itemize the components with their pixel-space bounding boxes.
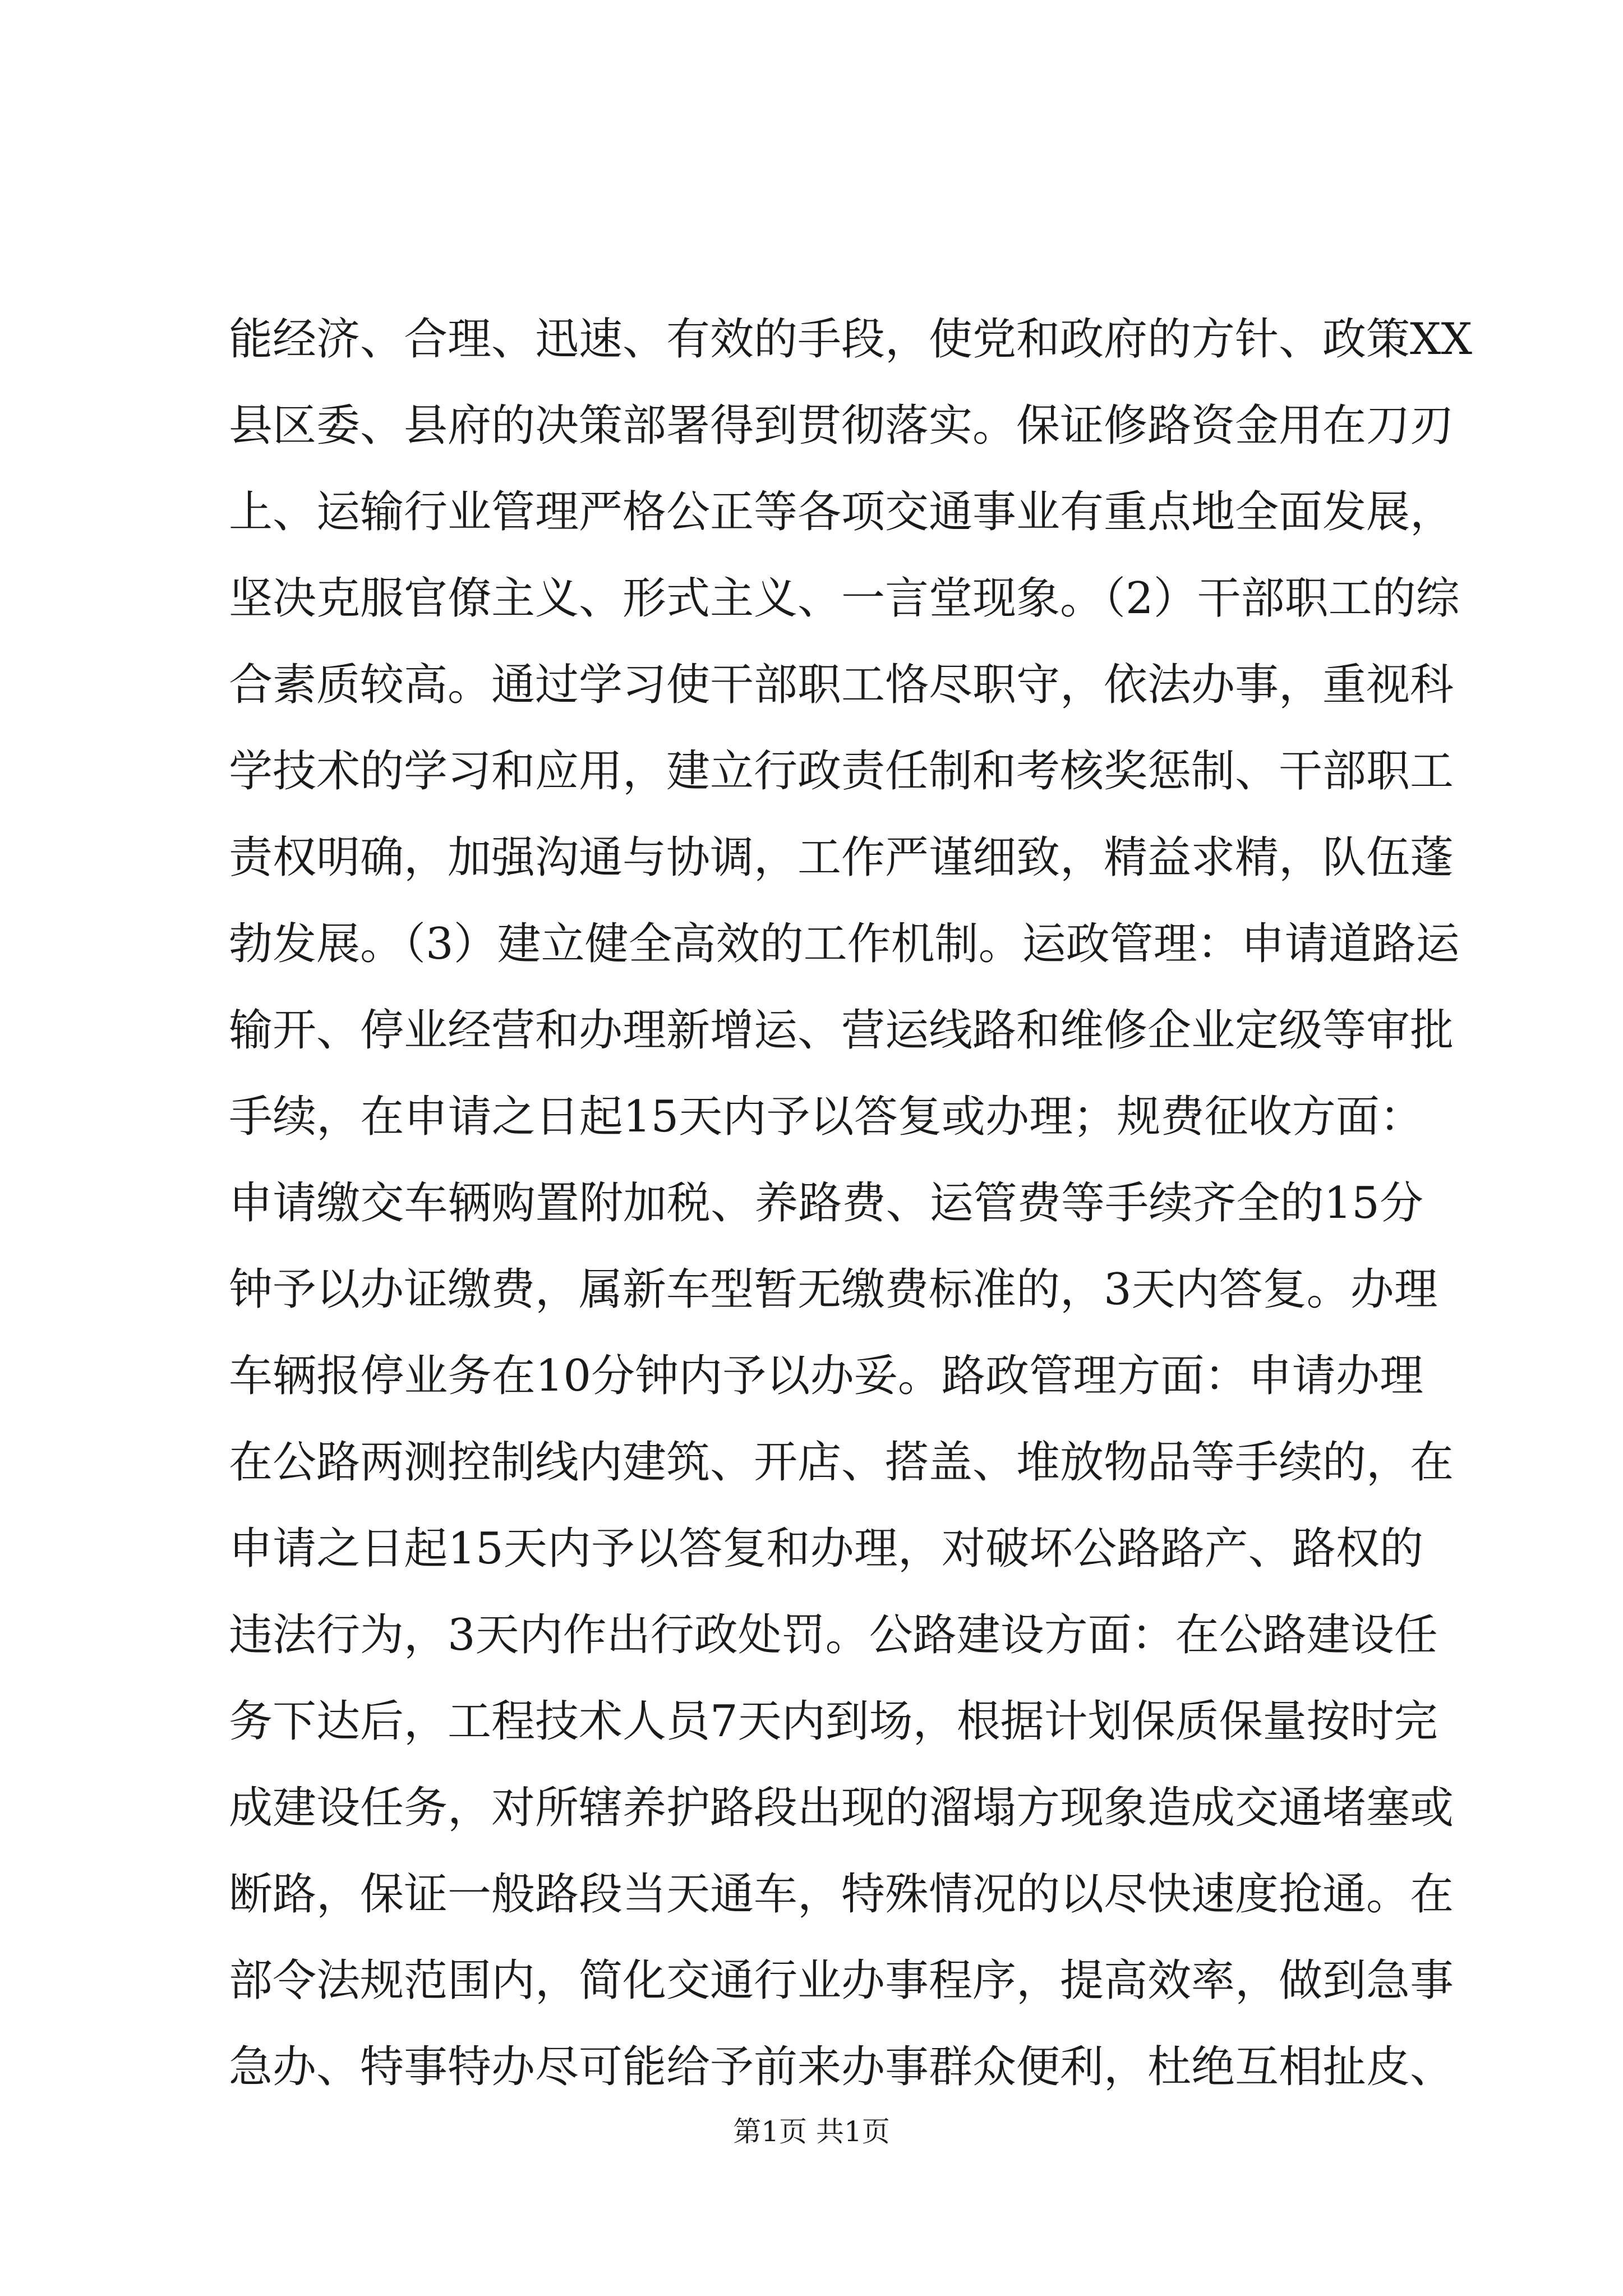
text-line: 违法行为，3天内作出行政处罚。公路建设方面：在公路建设任 [229, 1610, 1438, 1660]
text-line: 断路，保证一般路段当天通车，特殊情况的以尽快速度抢通。在 [229, 1869, 1454, 1920]
text-line: 务下达后，工程技术人员7天内到场，根据计划保质保量按时完 [229, 1696, 1438, 1747]
page-number: 第1页 共1页 [733, 2115, 890, 2148]
text-line: 学技术的学习和应用，建立行政责任制和考核奖惩制、干部职工 [229, 746, 1454, 797]
text-line: 责权明确，加强沟通与协调，工作严谨细致，精益求精，队伍蓬 [229, 832, 1454, 883]
text-line: 县区委、县府的决策部署得到贯彻落实。保证修路资金用在刀刃 [229, 401, 1454, 451]
text-line: 车辆报停业务在10分钟内予以办妥。路政管理方面：申请办理 [229, 1351, 1423, 1401]
text-line: 成建设任务，对所辖养护路段出现的溜塌方现象造成交通堵塞或 [229, 1783, 1454, 1833]
text-line: 申请缴交车辆购置附加税、养路费、运管费等手续齐全的15分 [229, 1178, 1423, 1228]
text-line: 急办、特事特办尽可能给予前来办事群众便利，杜绝互相扯皮、 [229, 2042, 1454, 2092]
text-line: 手续，在申请之日起15天内予以答复或办理；规费征收方面： [229, 1092, 1423, 1142]
text-line: 钟予以办证缴费，属新车型暂无缴费标准的，3天内答复。办理 [229, 1264, 1438, 1315]
text-line: 输开、停业经营和办理新增运、营运线路和维修企业定级等审批 [229, 1005, 1454, 1056]
text-line: 在公路两测控制线内建筑、开店、搭盖、堆放物品等手续的，在 [229, 1437, 1454, 1488]
body-text [229, 296, 1473, 2110]
text-line: 申请之日起15天内予以答复和办理，对破坏公路路产、路权的 [229, 1524, 1423, 1574]
page-footer [0, 2115, 1623, 2148]
text-line: 勃发展。（3）建立健全高效的工作机制。运政管理：申请道路运 [229, 919, 1460, 969]
text-line: 合素质较高。通过学习使干部职工恪尽职守，依法办事，重视科 [229, 660, 1454, 710]
text-line: 能经济、合理、迅速、有效的手段，使党和政府的方针、政策XX [229, 314, 1473, 365]
text-line: 坚决克服官僚主义、形式主义、一言堂现象。（2）干部职工的综 [229, 573, 1460, 624]
text-line: 上、运输行业管理严格公正等各项交通事业有重点地全面发展， [229, 487, 1454, 537]
text-line: 部令法规范围内，简化交通行业办事程序，提高效率，做到急事 [229, 1955, 1454, 2006]
